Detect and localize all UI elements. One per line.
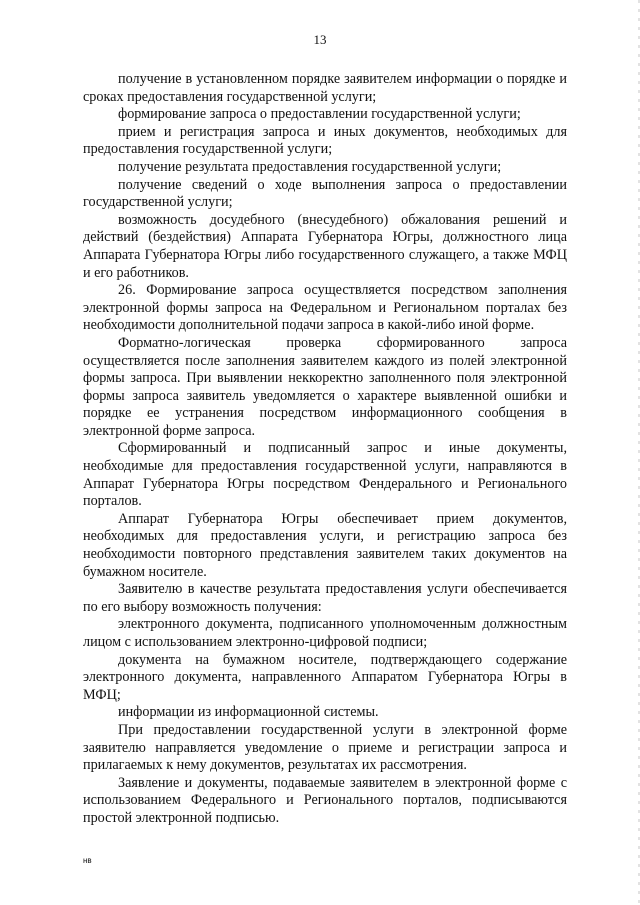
paragraph: получение сведений о ходе выполнения запроса о предоставлении государственной услуги; (83, 176, 567, 211)
page-number: 13 (313, 32, 327, 47)
paragraph: 26. Формирование запроса осуществляется посредством заполнения электронной формы запроса на Федеральном и Региональном порталах без необходимости дополнительной подачи запроса в какой-либо иной форме. (83, 282, 567, 334)
paragraph: прием и регистрация запроса и иных документов, необходимых для предоставления государственной услуги; (83, 123, 567, 158)
paragraph: Аппарат Губернатора Югры обеспечивает прием документов, необходимых для предоставления услуги, и регистрацию запроса без необходимости повторного представления заявителем таких документов на бумажном носителе. (83, 510, 567, 580)
paragraph: получение результата предоставления государственной услуги; (118, 158, 502, 175)
paragraph: информации из информационной системы. (118, 704, 379, 721)
paragraph: При предоставлении государственной услуги в электронной форме заявителю направляется уведомление о приеме и регистрации запроса и прилагаемых к нему документов, результатах их рассмотрения. (83, 721, 567, 774)
document-body (83, 71, 567, 828)
paragraph: Сформированный и подписанный запрос и иные документы, необходимые для предоставления государственной услуги, направляются в Аппарат Губернатора Югры посредством Фендерального и Регионального порталов. (83, 440, 567, 510)
paragraph: получение в установленном порядке заявителем информации о порядке и сроках предоставления государственной услуги; (83, 71, 567, 105)
paragraph: Заявителю в качестве результата предоставления услуги обеспечивается по его выбору возможность получения: (83, 581, 567, 615)
paragraph: возможность досудебного (внесудебного) обжалования решений и действий (бездействия) Аппарата Губернатора Югры, должностного лица Аппарата Губернатора Югры либо государственного служащего, а также МФЦ и его работников. (83, 211, 567, 281)
footer-mark: нв (83, 856, 92, 865)
paragraph: электронного документа, подписанного уполномоченным должностным лицом с использованием электронно-цифровой подписи; (83, 616, 567, 650)
paragraph: формирование запроса о предоставлении государственной услуги; (118, 106, 521, 123)
paragraph: Форматно-логическая проверка сформированного запроса осуществляется после заполнения заявителем каждого из полей электронной формы запроса. При выявлении неккоректно заполненного поля электронной формы запроса заявитель уведомляется о характере выявленной ошибки и порядке ее устранения посредством информационного сообщения в электронной форме запроса. (83, 334, 567, 439)
paragraph: документа на бумажном носителе, подтверждающего содержание электронного документа, направленного Аппаратом Губернатора Югры в МФЦ; (83, 651, 567, 703)
paragraph: Заявление и документы, подаваемые заявителем в электронной форме с использованием Федерального и Регионального порталов, подписываются простой электронной подписью. (83, 774, 567, 826)
